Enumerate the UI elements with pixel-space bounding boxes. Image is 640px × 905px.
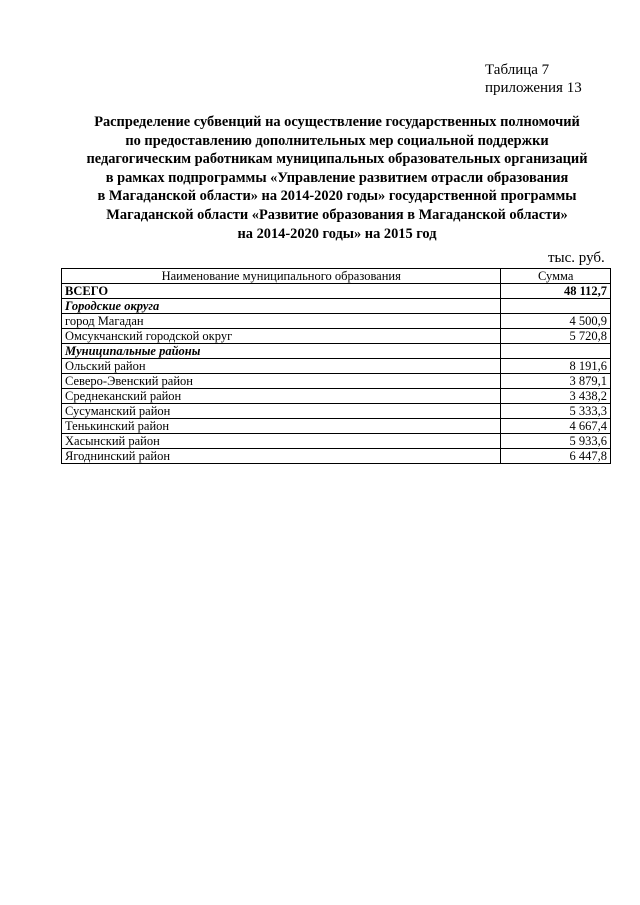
municipality-name: город Магадан bbox=[62, 314, 501, 329]
table-row bbox=[62, 329, 611, 344]
table-row bbox=[62, 449, 611, 464]
table-row bbox=[62, 419, 611, 434]
title-line: педагогическим работникам муниципальных образовательных организаций bbox=[86, 151, 588, 168]
title-line: на 2014-2020 годы» на 2015 год bbox=[237, 225, 437, 242]
table-header-row bbox=[62, 269, 611, 284]
municipality-sum: 5 333,3 bbox=[501, 404, 611, 419]
table-row bbox=[62, 389, 611, 404]
municipality-sum: 4 500,9 bbox=[501, 314, 611, 329]
group-row bbox=[62, 299, 611, 314]
title-line: в рамках подпрограммы «Управление развитием отрасли образования bbox=[105, 169, 569, 186]
municipality-sum: 8 191,6 bbox=[501, 359, 611, 374]
title-line: в Магаданской области» на 2014-2020 годы» государственной программы bbox=[97, 188, 577, 205]
total-label: ВСЕГО bbox=[62, 284, 501, 299]
table-row bbox=[62, 404, 611, 419]
table-row bbox=[62, 359, 611, 374]
group-sum-empty bbox=[501, 299, 611, 314]
table-row bbox=[62, 314, 611, 329]
municipality-name: Сусуманский район bbox=[62, 404, 501, 419]
table-reference bbox=[485, 61, 582, 97]
total-row bbox=[62, 284, 611, 299]
document-title bbox=[40, 113, 634, 243]
title-line: Магаданской области «Развитие образования в Магаданской области» bbox=[106, 206, 568, 223]
municipality-sum: 5 720,8 bbox=[501, 329, 611, 344]
column-header-sum: Сумма bbox=[501, 269, 611, 284]
group-label: Городские округа bbox=[62, 299, 501, 314]
table-row bbox=[62, 374, 611, 389]
municipality-name: Тенькинский район bbox=[62, 419, 501, 434]
municipality-name: Среднеканский район bbox=[62, 389, 501, 404]
table-number: Таблица 7 bbox=[485, 62, 550, 78]
group-row bbox=[62, 344, 611, 359]
municipality-name: Северо-Эвенский район bbox=[62, 374, 501, 389]
unit-label: тыс. руб. bbox=[548, 250, 605, 266]
group-label: Муниципальные районы bbox=[62, 344, 501, 359]
municipality-sum: 6 447,8 bbox=[501, 449, 611, 464]
group-sum-empty bbox=[501, 344, 611, 359]
municipality-sum: 4 667,4 bbox=[501, 419, 611, 434]
municipality-sum: 3 879,1 bbox=[501, 374, 611, 389]
appendix-number: приложения 13 bbox=[485, 80, 582, 96]
title-line: Распределение субвенций на осуществление государственных полномочий bbox=[94, 114, 580, 130]
title-line: по предоставлению дополнительных мер социальной поддержки bbox=[125, 132, 549, 149]
municipality-name: Ягоднинский район bbox=[62, 449, 501, 464]
municipality-sum: 5 933,6 bbox=[501, 434, 611, 449]
subsidy-table bbox=[61, 268, 611, 464]
municipality-sum: 3 438,2 bbox=[501, 389, 611, 404]
municipality-name: Хасынский район bbox=[62, 434, 501, 449]
total-sum: 48 112,7 bbox=[501, 284, 611, 299]
municipality-name: Омсукчанский городской округ bbox=[62, 329, 501, 344]
municipality-name: Ольский район bbox=[62, 359, 501, 374]
column-header-name: Наименование муниципального образования bbox=[62, 269, 501, 284]
table-row bbox=[62, 434, 611, 449]
